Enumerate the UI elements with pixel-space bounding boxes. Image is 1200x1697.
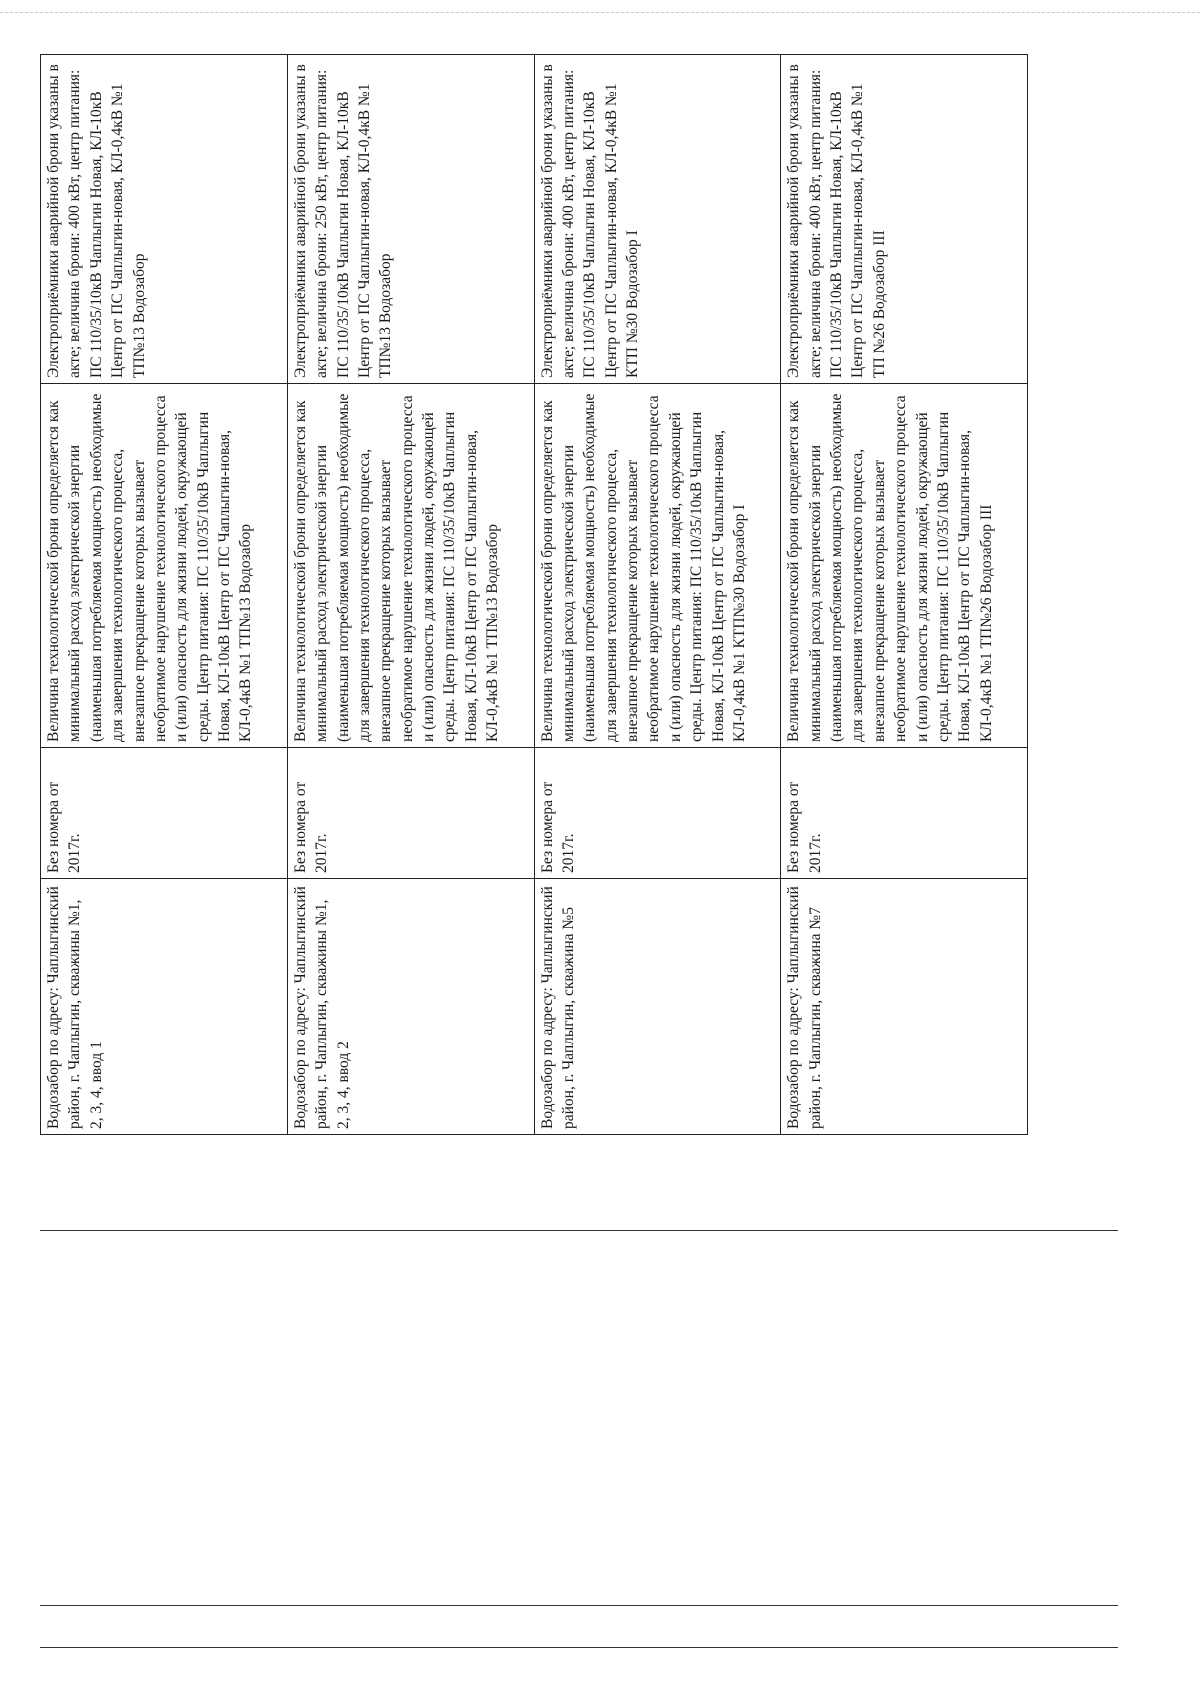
act-cell: Без номера от 2017г. [534,748,781,879]
horizontal-rule [40,1647,1118,1648]
act-cell: Без номера от 2017г. [781,748,1028,879]
emergency-reserve-cell: Электроприёмники аварийной брони указаны в акте; величина брони: 400 кВт, центр питания: ПС 110/35/10кВ Чаплыгин Новая, КЛ-10кВ Центр от ПС Чаплыгин-новая, КЛ-0,4кВ №1 ТП№13 Водозабор [41,55,288,384]
object-cell: Водозабор по адресу: Чаплыгинский район, г. Чаплыгин, скважина №5 [534,879,781,1135]
object-cell: Водозабор по адресу: Чаплыгинский район, г. Чаплыгин, скважины №1, 2, 3, 4, ввод 1 [41,879,288,1135]
reservation-table [40,54,1028,1135]
act-cell: Без номера от 2017г. [287,748,534,879]
horizontal-rule [40,1605,1118,1606]
object-cell: Водозабор по адресу: Чаплыгинский район, г. Чаплыгин, скважина №7 [781,879,1028,1135]
page-top-edge [0,12,1200,13]
emergency-reserve-cell: Электроприёмники аварийной брони указаны в акте; величина брони: 400 кВт, центр питания: ПС 110/35/10кВ Чаплыгин Новая, КЛ-10кВ Центр от ПС Чаплыгин-новая, КЛ-0,4кВ №1 КТП №30 Водозабор I [534,55,781,384]
table-row [534,55,781,1135]
emergency-reserve-cell: Электроприёмники аварийной брони указаны в акте; величина брони: 250 кВт, центр питания: ПС 110/35/10кВ Чаплыгин Новая, КЛ-10кВ Центр от ПС Чаплыгин-новая, КЛ-0,4кВ №1 ТП№13 Водозабор [287,55,534,384]
table-row [41,55,288,1135]
table-row [287,55,534,1135]
emergency-reserve-cell: Электроприёмники аварийной брони указаны в акте; величина брони: 400 кВт, центр питания: ПС 110/35/10кВ Чаплыгин Новая, КЛ-10кВ Центр от ПС Чаплыгин-новая, КЛ-0,4кВ №1 ТП №26 Водозабор III [781,55,1028,384]
rotated-table-wrapper [40,55,1028,1135]
act-cell: Без номера от 2017г. [41,748,288,879]
object-cell: Водозабор по адресу: Чаплыгинский район, г. Чаплыгин, скважины №1, 2, 3, 4, ввод 2 [287,879,534,1135]
tech-reserve-cell: Величина технологической брони определяется как минимальный расход электрической энергии (наименьшая потребляемая мощность) необходимые для завершения технологического процесса, внезапное прекращение которых вызывает необратимое нарушение технологического процесса и (или) опасность для жизни людей, окружающей среды. Центр питания: ПС 110/35/10кВ Чаплыгин Новая, КЛ-10кВ Центр от ПС Чаплыгин-новая, КЛ-0,4кВ №1 ТП№26 Водозабор III [781,384,1028,748]
horizontal-rule [40,1230,1118,1231]
tech-reserve-cell: Величина технологической брони определяется как минимальный расход электрической энергии (наименьшая потребляемая мощность) необходимые для завершения технологического процесса, внезапное прекращение которых вызывает необратимое нарушение технологического процесса и (или) опасность для жизни людей, окружающей среды. Центр питания: ПС 110/35/10кВ Чаплыгин Новая, КЛ-10кВ Центр от ПС Чаплыгин-новая, КЛ-0,4кВ №1 КТП№30 Водозабор I [534,384,781,748]
table-row [781,55,1028,1135]
tech-reserve-cell: Величина технологической брони определяется как минимальный расход электрической энергии (наименьшая потребляемая мощность) необходимые для завершения технологического процесса, внезапное прекращение которых вызывает необратимое нарушение технологического процесса и (или) опасность для жизни людей, окружающей среды. Центр питания: ПС 110/35/10кВ Чаплыгин Новая, КЛ-10кВ Центр от ПС Чаплыгин-новая, КЛ-0,4кВ №1 ТП№13 Водозабор [287,384,534,748]
tech-reserve-cell: Величина технологической брони определяется как минимальный расход электрической энергии (наименьшая потребляемая мощность) необходимые для завершения технологического процесса, внезапное прекращение которых вызывает необратимое нарушение технологического процесса и (или) опасность для жизни людей, окружающей среды. Центр питания: ПС 110/35/10кВ Чаплыгин Новая, КЛ-10кВ Центр от ПС Чаплыгин-новая, КЛ-0,4кВ №1 ТП№13 Водозабор [41,384,288,748]
